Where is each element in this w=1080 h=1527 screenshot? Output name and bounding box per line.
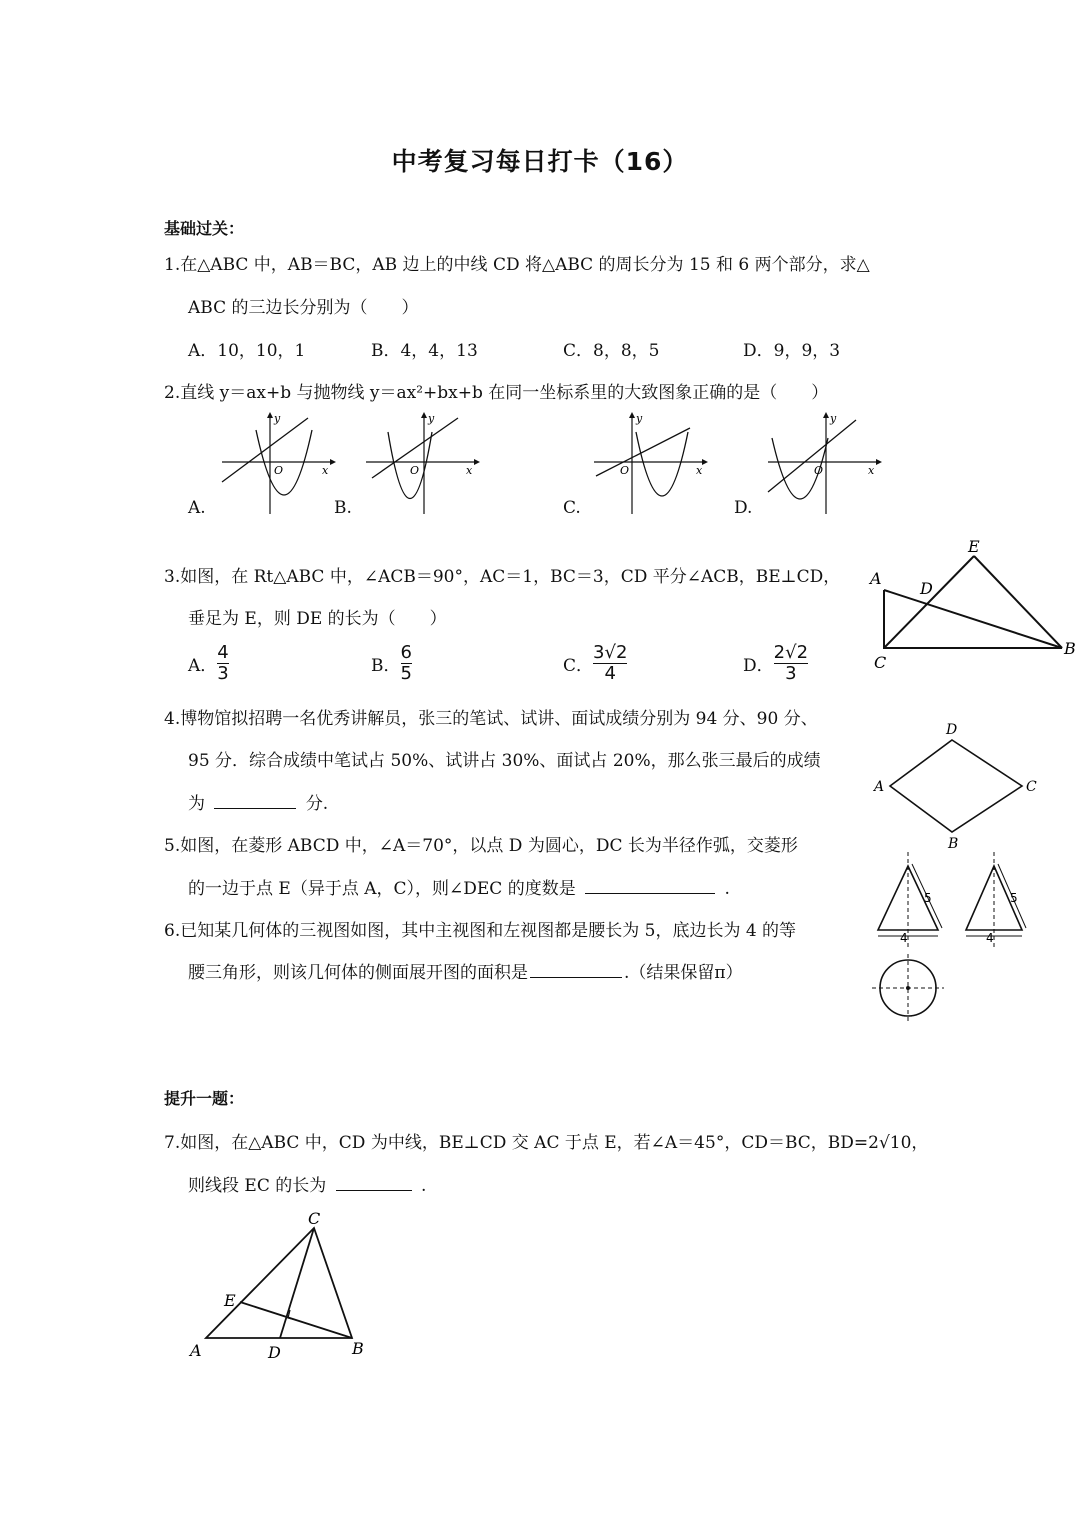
origin-label: O bbox=[620, 464, 630, 477]
axis-x-label: x bbox=[868, 464, 875, 477]
q5-figure bbox=[870, 720, 1050, 852]
denominator: 3 bbox=[785, 663, 797, 684]
axis-x-label: x bbox=[322, 464, 329, 477]
base-label: 4 bbox=[986, 931, 994, 945]
numerator: 3√2 bbox=[593, 642, 628, 663]
q5-line1: 5.如图，在菱形 ABCD 中，∠A＝70°，以点 D 为圆心，DC 长为半径作弧，交菱形 bbox=[164, 836, 798, 856]
label-e: E bbox=[968, 537, 980, 556]
q5-answer-blank[interactable] bbox=[585, 877, 715, 894]
denominator: 3 bbox=[217, 663, 229, 684]
axis-y-label: y bbox=[428, 412, 435, 425]
q4-line3 bbox=[188, 789, 328, 814]
denominator: 4 bbox=[604, 663, 616, 684]
denominator: 5 bbox=[400, 663, 412, 684]
q7-line2-suffix: . bbox=[421, 1176, 427, 1196]
label-a: A bbox=[190, 1341, 202, 1360]
numerator: 2√2 bbox=[773, 642, 809, 663]
numerator: 4 bbox=[217, 642, 229, 663]
label-a: A bbox=[874, 779, 885, 795]
q7-line2-prefix: 则线段 EC 的长为 bbox=[188, 1176, 327, 1196]
origin-label: O bbox=[274, 464, 284, 477]
q4-line2: 95 分．综合成绩中笔试占 50%、试讲占 30%、面试占 20%，那么张三最后的成绩 bbox=[188, 751, 821, 771]
option-label: A． bbox=[188, 656, 218, 676]
q3-option-a bbox=[188, 643, 229, 684]
origin-label: O bbox=[410, 464, 420, 477]
option-label: C． bbox=[563, 656, 594, 676]
q4-line3-suffix: 分. bbox=[305, 794, 329, 814]
base-label: 4 bbox=[900, 931, 908, 945]
q2-option-b: B. bbox=[334, 498, 352, 518]
q5-line2-prefix: 的一边于点 E（异于点 A，C），则∠DEC 的度数是 bbox=[188, 879, 576, 899]
axis-y-label: y bbox=[830, 412, 837, 425]
q2-graph-d bbox=[764, 410, 884, 516]
label-b: B bbox=[1064, 639, 1076, 658]
q1-option-c: C．8，8，5 bbox=[563, 341, 660, 361]
section-advanced: 提升一题： bbox=[164, 1089, 245, 1108]
q7-line1: 7.如图，在△ABC 中，CD 为中线，BE⊥CD 交 AC 于点 E，若∠A＝45°，CD＝BC，BD=2√10， bbox=[164, 1133, 929, 1153]
fraction bbox=[401, 643, 412, 684]
label-d: D bbox=[946, 722, 958, 738]
option-label: B． bbox=[371, 656, 401, 676]
q3-line1: 3.如图，在 Rt△ABC 中，∠ACB＝90°，AC＝1，BC＝3，CD 平分∠ACB，BE⊥CD， bbox=[164, 567, 841, 587]
q6-line1: 6.已知某几何体的三视图如图，其中主视图和左视图都是腰长为 5，底边长为 4 的等 bbox=[164, 921, 797, 941]
label-c: C bbox=[874, 653, 887, 672]
q1-option-a: A．10，10，1 bbox=[188, 341, 306, 361]
numerator: 6 bbox=[400, 642, 412, 663]
q3-option-c bbox=[563, 643, 627, 684]
label-b: B bbox=[948, 836, 959, 852]
q2-option-a: A. bbox=[188, 498, 206, 518]
q2-option-d: D. bbox=[734, 498, 753, 518]
q2-graph-b bbox=[362, 410, 482, 516]
q7-figure bbox=[184, 1206, 384, 1366]
axis-x-label: x bbox=[466, 464, 473, 477]
q2-graph-a bbox=[218, 410, 338, 516]
q6-line2-prefix: 腰三角形，则该几何体的侧面展开图的面积是 bbox=[188, 963, 528, 983]
axis-x-label: x bbox=[696, 464, 703, 477]
q4-line3-prefix: 为 bbox=[188, 794, 205, 814]
q2-option-c: C. bbox=[563, 498, 581, 518]
q1-option-b: B．4，4，13 bbox=[371, 341, 478, 361]
q4-answer-blank[interactable] bbox=[214, 792, 296, 809]
q3-option-b bbox=[371, 643, 412, 684]
q3-option-d bbox=[743, 643, 808, 684]
label-c: C bbox=[1026, 779, 1037, 795]
axis-y-label: y bbox=[274, 412, 281, 425]
q7-answer-blank[interactable] bbox=[336, 1174, 412, 1191]
q6-top-view bbox=[868, 952, 948, 1024]
q3-line2: 垂足为 E，则 DE 的长为（ ） bbox=[188, 609, 447, 629]
fraction bbox=[217, 643, 228, 684]
q6-line2-suffix: .（结果保留π） bbox=[624, 963, 743, 983]
q3-figure bbox=[862, 536, 1078, 676]
q1-line1: 1.在△ABC 中，AB＝BC，AB 边上的中线 CD 将△ABC 的周长分为 15 和 6 两个部分，求△ bbox=[164, 255, 870, 275]
q1-line2: ABC 的三边长分别为（ ） bbox=[188, 298, 419, 318]
origin-label: O bbox=[814, 464, 824, 477]
q2-graph-c bbox=[590, 410, 710, 516]
slant-label: 5 bbox=[924, 891, 932, 905]
label-a: A bbox=[870, 569, 882, 588]
label-d: D bbox=[920, 579, 933, 598]
section-basic: 基础过关： bbox=[164, 219, 245, 238]
q6-answer-blank[interactable] bbox=[530, 961, 622, 978]
q1-option-d: D．9，9，3 bbox=[743, 341, 841, 361]
slant-label: 5 bbox=[1010, 891, 1018, 905]
fraction bbox=[593, 643, 627, 684]
axis-y-label: y bbox=[636, 412, 643, 425]
label-c: C bbox=[308, 1209, 321, 1228]
q6-side-view bbox=[956, 850, 1036, 950]
q6-line2 bbox=[188, 958, 743, 983]
q4-line1: 4.博物馆拟招聘一名优秀讲解员，张三的笔试、试讲、面试成绩分别为 94 分、90 分、 bbox=[164, 709, 818, 729]
label-e: E bbox=[224, 1291, 236, 1310]
q7-line2 bbox=[188, 1171, 426, 1196]
fraction bbox=[774, 643, 808, 684]
q5-line2 bbox=[188, 874, 730, 899]
q2-text: 2.直线 y＝ax+b 与抛物线 y＝ax²+bx+b 在同一坐标系里的大致图象正确的是（ ） bbox=[164, 383, 829, 403]
option-label: D． bbox=[743, 656, 774, 676]
q6-front-view bbox=[868, 850, 948, 950]
label-d: D bbox=[268, 1343, 281, 1362]
label-b: B bbox=[352, 1339, 364, 1358]
page-title: 中考复习每日打卡（16） bbox=[391, 147, 689, 176]
q5-line2-suffix: . bbox=[724, 879, 730, 899]
